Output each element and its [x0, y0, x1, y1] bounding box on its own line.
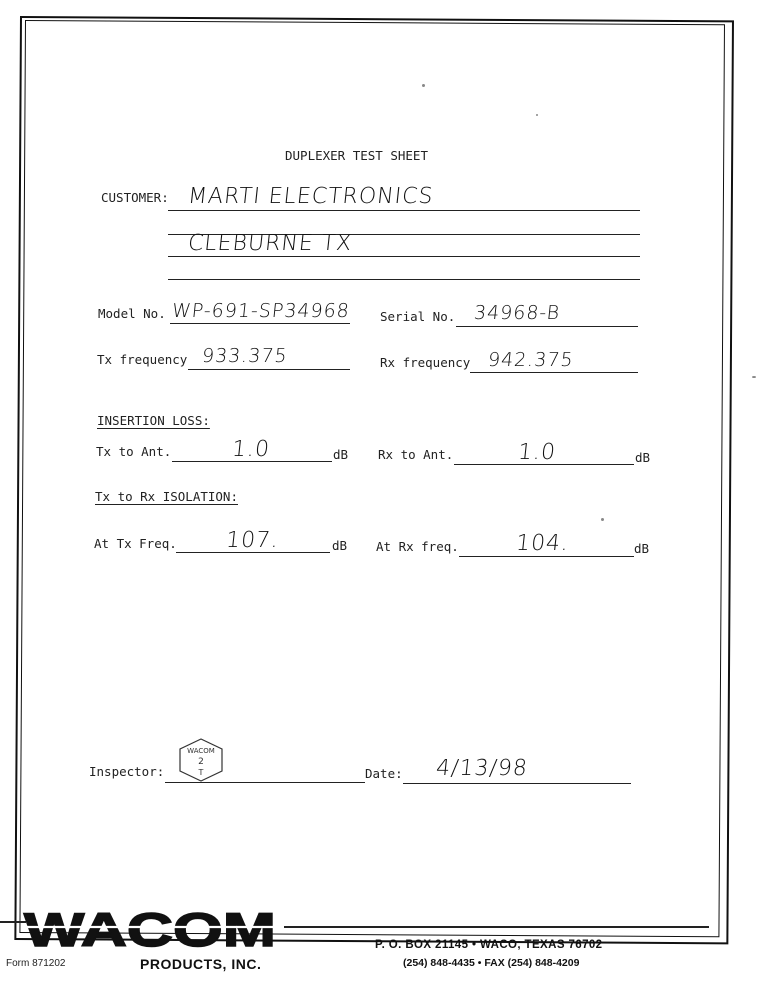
- at-rx-freq-unit: dB: [634, 541, 650, 556]
- date-label: Date:: [365, 766, 403, 781]
- tx-frequency-line: [188, 369, 350, 370]
- form-title: DUPLEXER TEST SHEET: [285, 148, 428, 163]
- rx-to-ant-label: Rx to Ant.: [378, 447, 454, 462]
- customer-line-3: [168, 256, 640, 257]
- insertion-loss-heading: INSERTION LOSS:: [97, 413, 210, 428]
- form-number: Form 871202: [6, 958, 66, 969]
- serial-value: 34968-B: [472, 302, 562, 324]
- at-tx-freq-unit: dB: [332, 538, 348, 553]
- speck: [752, 376, 756, 378]
- company-phone: (254) 848-4435 • FAX (254) 848-4209: [403, 957, 580, 969]
- tx-to-ant-unit: dB: [333, 447, 349, 462]
- stamp-line-1: WACOM: [187, 747, 215, 755]
- tx-to-ant-label: Tx to Ant.: [96, 444, 172, 459]
- at-tx-freq-label: At Tx Freq.: [94, 536, 177, 551]
- rx-frequency-line: [470, 372, 638, 373]
- serial-line: [456, 326, 638, 327]
- inspector-label: Inspector:: [89, 764, 165, 779]
- stamp-line-2: 2: [198, 757, 204, 767]
- logo-text: WACOM: [24, 905, 276, 951]
- at-rx-freq-label: At Rx freq.: [376, 539, 459, 554]
- speck: [601, 518, 604, 521]
- model-line: [170, 323, 350, 324]
- customer-label: CUSTOMER:: [101, 190, 169, 205]
- model-value: WP-691-SP34968: [170, 300, 351, 322]
- rx-to-ant-unit: dB: [635, 450, 651, 465]
- wacom-logo: [20, 905, 280, 951]
- inspector-line: [165, 782, 365, 783]
- tx-to-ant-value: 1.0: [230, 437, 272, 462]
- tx-frequency-value: 933.375: [200, 345, 289, 367]
- serial-label: Serial No.: [380, 309, 456, 324]
- customer-line-4: [168, 279, 640, 280]
- at-rx-freq-line: [459, 556, 634, 557]
- company-address: P. O. BOX 21145 • WACO, TEXAS 76702: [375, 939, 603, 951]
- model-label: Model No.: [98, 306, 166, 321]
- stamp-line-3: T: [198, 768, 204, 777]
- rx-frequency-value: 942.375: [486, 349, 575, 371]
- inspector-stamp: [178, 738, 224, 782]
- at-tx-freq-value: 107.: [224, 528, 281, 553]
- footer-rule-right: [284, 926, 709, 928]
- rx-to-ant-value: 1.0: [516, 440, 558, 465]
- company-suffix: PRODUCTS, INC.: [140, 956, 262, 972]
- isolation-heading: Tx to Rx ISOLATION:: [95, 489, 238, 504]
- speck: [536, 114, 538, 116]
- rx-frequency-label: Rx frequency: [380, 355, 471, 370]
- customer-name: MARTI ELECTRONICS: [186, 184, 435, 209]
- customer-line-1: [168, 210, 640, 211]
- at-rx-freq-value: 104.: [514, 531, 571, 556]
- date-line: [403, 783, 631, 784]
- customer-location: CLEBURNE TX: [186, 231, 354, 256]
- date-value: 4/13/98: [434, 756, 530, 781]
- speck: [422, 84, 425, 87]
- tx-frequency-label: Tx frequency: [97, 352, 188, 367]
